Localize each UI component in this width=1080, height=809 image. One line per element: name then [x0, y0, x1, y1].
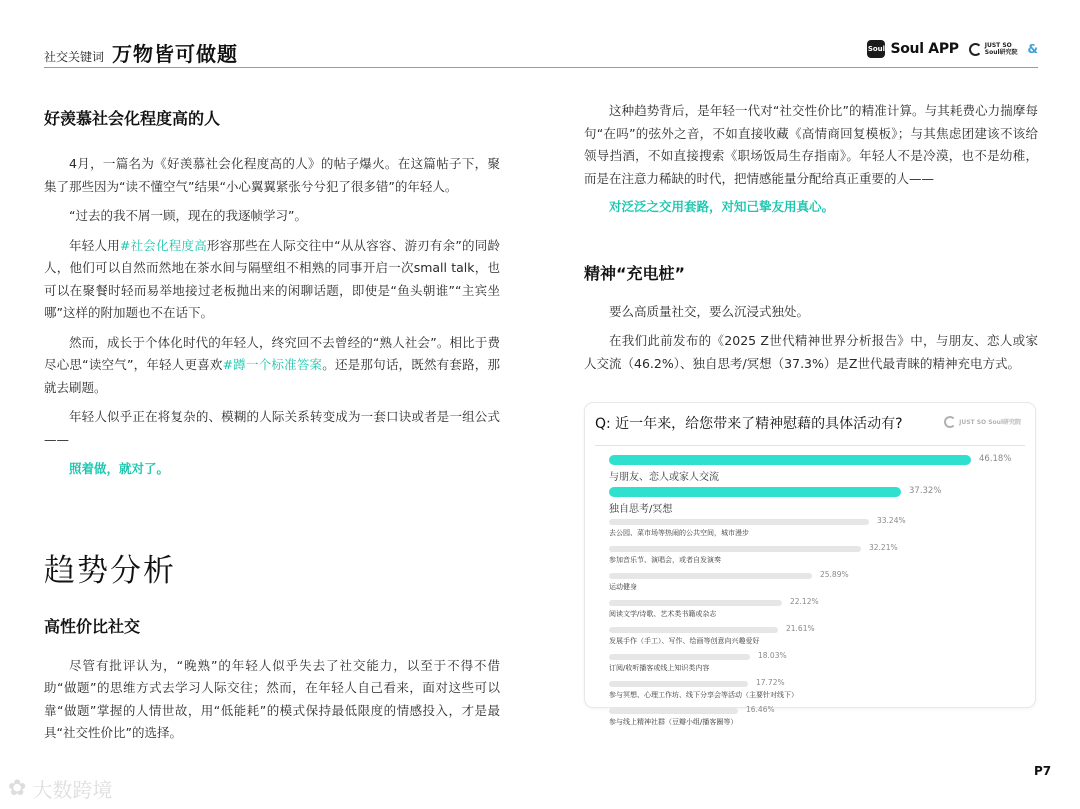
- bar-category-label: 与朋友、恋人或家人交流: [609, 472, 719, 483]
- paragraph-5: 年轻人似乎正在将复杂的、模糊的人际关系转变成为一套口诀或者是一组公式——: [44, 409, 500, 447]
- page-header: [44, 34, 1038, 68]
- bar: [609, 487, 901, 497]
- page-number: P7: [1034, 764, 1052, 778]
- bar-row: [609, 570, 1029, 600]
- bar-category-label: 阅读文学/诗歌、艺术类书籍或杂志: [609, 610, 717, 618]
- bar-row: [609, 597, 1029, 627]
- bottom-watermark: [8, 774, 112, 803]
- bar: [609, 600, 782, 606]
- bar: [609, 708, 738, 714]
- institute-logo: [1028, 43, 1038, 55]
- bar-value-label: 21.61%: [786, 624, 815, 633]
- bar-value-label: 37.32%: [909, 486, 942, 496]
- bar-value-label: 25.89%: [820, 570, 849, 579]
- header-logos: [867, 40, 1038, 58]
- chart-watermark: [944, 416, 1021, 428]
- bar-category-label: 运动健身: [609, 583, 637, 591]
- bar-row: [609, 624, 1029, 654]
- right-paragraph-3: 在我们此前发布的《2025 Z世代精神世界分析报告》中，与朋友、恋人或家人交流（46.2%）、独自思考/冥想（37.3%）是Z世代最青睐的精神充电方式。: [584, 333, 1038, 371]
- bar-row: [609, 651, 1029, 681]
- bar: [609, 546, 861, 552]
- bar-row: [609, 487, 1029, 519]
- watermark-logo-icon: ✿: [8, 776, 27, 801]
- bar: [609, 519, 869, 525]
- hashtag-social: #社会化程度高: [119, 237, 207, 253]
- bar-row: [609, 455, 1029, 487]
- header-title-group: [44, 38, 238, 67]
- paragraph-4: 然而，成长于个体化时代的年轻人，终究回不去曾经的“熟人社会”。相比于费尽心思“读空气”，年轻人更喜欢#蹲一个标准答案。还是那句话，既然有套路，那就去刷题。: [44, 334, 500, 395]
- paragraph-1: 4月，一篇名为《好羡慕社会化程度高的人》的帖子爆火。在这篇帖子下，聚集了那些因为“读不懂空气”结果“小心翼翼紧张兮兮犯了很多错”的年轻人。: [44, 156, 500, 194]
- bar-category-label: 参与线上精神社群（豆瓣小组/播客圈等）: [609, 718, 738, 726]
- hashtag-answer: #蹲一个标准答案: [222, 357, 323, 372]
- chart-title: [595, 413, 903, 433]
- bar: [609, 573, 812, 579]
- bar-row: [609, 543, 1029, 573]
- survey-chart-card: [584, 402, 1036, 726]
- highlight-quote-1: 照着做，就对了。: [69, 461, 170, 476]
- justso-logo: [969, 42, 1018, 56]
- paragraph-6: 尽管有批评认为，“晚熟”的年轻人似乎失去了社交能力，以至于不得不借助“做题”的思维方式去学习人际交往；然而，在年轻人自己看来，面对这些可以靠“做题”掌握的人情世故，用“低能耗”的模式保持最低限度的情感投入，才是最具“社交性价比”的选择。: [44, 657, 500, 740]
- left-column: [44, 100, 500, 745]
- justso-line1: JUST SO: [984, 42, 1012, 49]
- bar-value-label: 18.03%: [758, 651, 787, 660]
- bar-chart: [609, 455, 1029, 735]
- bar-value-label: 32.21%: [869, 543, 898, 552]
- justso-line2: Soul研究院: [984, 49, 1018, 56]
- bar: [609, 455, 971, 465]
- header-title: 万物皆可做题: [112, 42, 239, 66]
- justso-mark-icon: [969, 43, 982, 56]
- section-title-recharge: 精神“充电桩”: [584, 263, 686, 283]
- chart-title-text: Q: 近一年来，给您带来了精神慰藉的具体活动有?: [595, 416, 903, 432]
- bar-category-label: 独自思考/冥想: [609, 504, 673, 515]
- watermark-mark-icon: [944, 416, 956, 428]
- institute-mark-icon: &: [1027, 42, 1038, 56]
- bar-value-label: 17.72%: [756, 678, 785, 687]
- bar: [609, 654, 750, 660]
- bar-category-label: 参加音乐节、演唱会，或者自发演奏: [609, 556, 721, 564]
- soul-logo-icon: Soul: [867, 40, 885, 58]
- bar-value-label: 46.18%: [979, 454, 1012, 464]
- watermark-text: 大数跨境: [32, 778, 113, 802]
- header-divider: [44, 67, 1038, 68]
- bar-value-label: 33.24%: [877, 516, 906, 525]
- bar: [609, 627, 778, 633]
- soul-app-logo-text: Soul APP: [890, 41, 959, 57]
- paragraph-2: “过去的我不屑一顾，现在的我逐帧学习”。: [69, 208, 307, 223]
- right-paragraph-1: 这种趋势背后，是年轻一代对“社交性价比”的精准计算。与其耗费心力揣摩每句“在吗”的弦外之音，不如直接收藏《高情商回复模板》；与其焦虑团建该不该给领导挡酒，不如直接搜索《职场饭局生存指南》。年轻人不是冷漠，也不是幼稚，而是在注意力稀缺的时代，把情感能量分配给真正重要的人——: [584, 103, 1038, 186]
- section-title-envy: 好羡慕社会化程度高的人: [44, 109, 221, 128]
- bar-row: [609, 678, 1029, 708]
- bar-row: [609, 705, 1029, 735]
- header-kicker: 社交关键词: [44, 50, 105, 64]
- section-title-value: 高性价比社交: [44, 616, 141, 636]
- bar-category-label: 去公园、菜市场等热闹的公共空间，城市漫步: [609, 529, 749, 537]
- paragraph-3: 年轻人用#社会化程度高形容那些在人际交往中“从从容容、游刃有余”的同龄人，他们可以自然而然地在茶水间与隔壁组不相熟的同事开启一次small talk，也可以在聚餐时轻而易举地接过老板抛出来的闲聊话题，即使是“鱼头朝谁”“主宾坐哪”这样的附加题也不在话下。: [44, 237, 500, 320]
- bar-row: [609, 516, 1029, 546]
- bar-category-label: 订阅/收听播客或线上知识类内容: [609, 664, 710, 672]
- chart-divider: [595, 445, 1025, 446]
- chart-watermark-text: JUST SO Soul研究院: [959, 418, 1021, 426]
- bar-category-label: 参与冥想、心理工作坊、线下分享会等活动（主要针对线下）: [609, 691, 798, 699]
- right-paragraph-2: 要么高质量社交，要么沉浸式独处。: [609, 303, 810, 319]
- trend-analysis-title: 趋势分析: [44, 552, 176, 589]
- highlight-quote-2: 对泛泛之交用套路，对知己挚友用真心。: [609, 199, 835, 214]
- bar-value-label: 16.46%: [746, 705, 775, 714]
- right-column: [584, 100, 1038, 375]
- bar: [609, 681, 748, 687]
- bar-category-label: 发展手作（手工）、写作、绘画等创意向兴趣爱好: [609, 637, 760, 645]
- bar-value-label: 22.12%: [790, 597, 819, 606]
